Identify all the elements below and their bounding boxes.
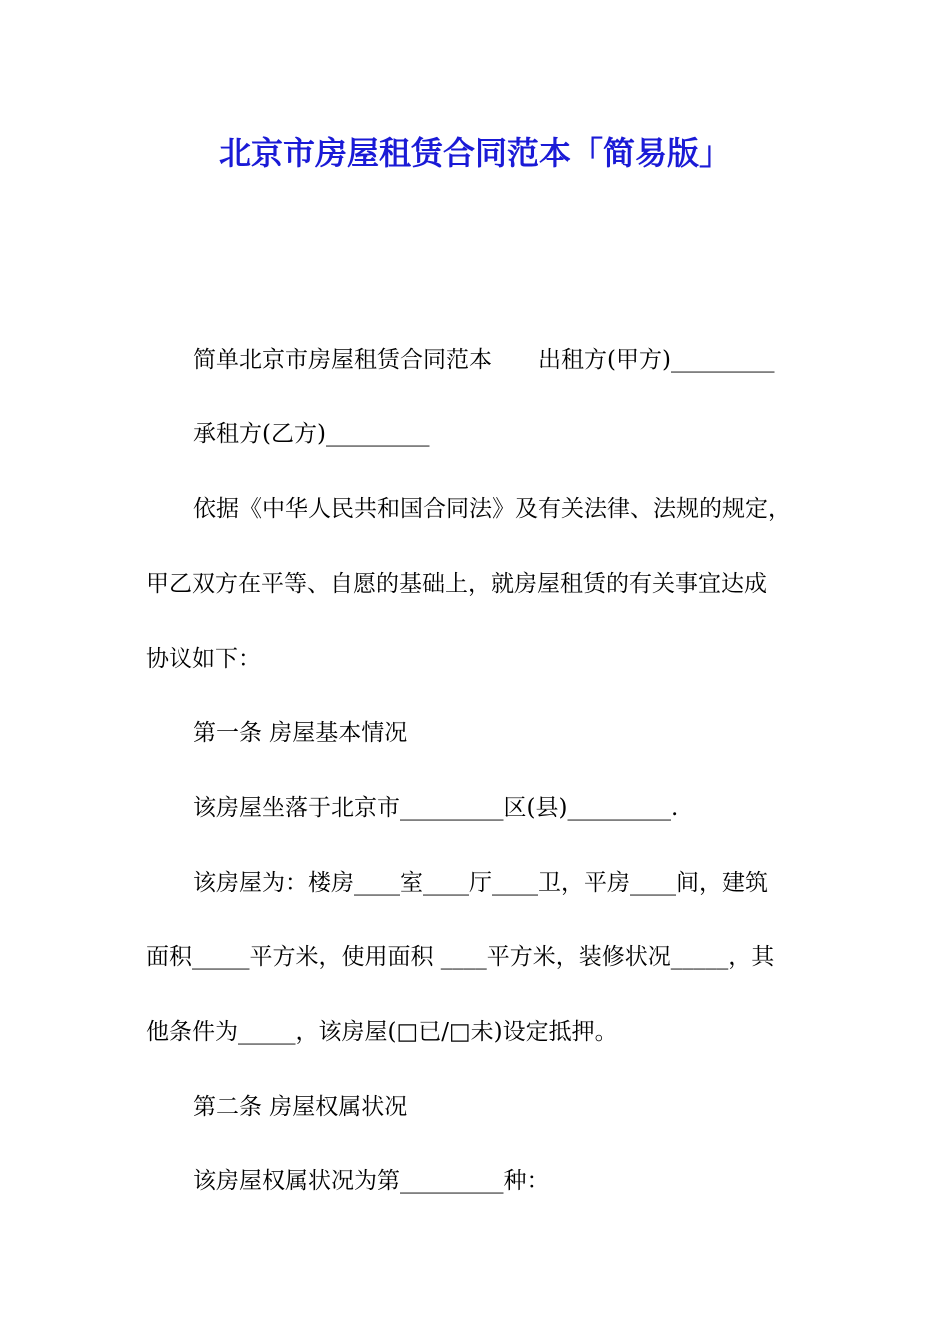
doc-line-basis-cont: 甲乙双方在平等、自愿的基础上，就房屋租赁的有关事宜达成 — [146, 571, 767, 597]
document-title: 北京市房屋租赁合同范本「简易版」 — [218, 134, 731, 172]
doc-line-layout: 该房屋为：楼房____室____厅____卫，平房____间，建筑 — [193, 870, 768, 896]
doc-line-ownership: 该房屋权属状况为第_________种： — [193, 1168, 550, 1194]
doc-line-agreement: 协议如下： — [146, 646, 261, 672]
article-1-heading: 第一条 房屋基本情况 — [193, 720, 408, 746]
doc-line-location: 该房屋坐落于北京市_________区(县)_________. — [193, 795, 679, 821]
article-2-heading: 第二条 房屋权属状况 — [193, 1094, 408, 1120]
doc-line-conditions: 他条件为_____，该房屋(□已/□未)设定抵押。 — [146, 1019, 618, 1045]
doc-line-area: 面积_____平方米，使用面积 ____平方米，装修状况_____，其 — [146, 944, 775, 970]
doc-line-basis: 依据《中华人民共和国合同法》及有关法律、法规的规定， — [193, 496, 791, 522]
doc-line-intro: 简单北京市房屋租赁合同范本 出租方(甲方)_________ — [193, 347, 775, 373]
doc-line-lessee: 承租方(乙方)_________ — [193, 421, 430, 447]
